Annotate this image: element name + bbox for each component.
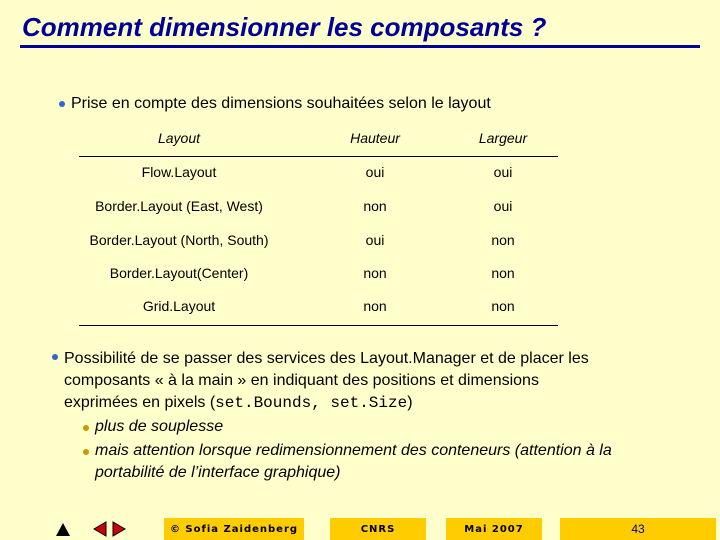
table-header-hauteur: Hauteur [350,130,400,146]
table-cell-layout: Grid.Layout [142,298,216,314]
table-cell-largeur: non [491,298,515,314]
sub-point-attention [95,440,695,484]
paragraph-line: Possibilité de se passer des services des Layout.Manager et de placer les [64,350,589,367]
footer-author: © Sofia Zaidenberg [164,518,304,540]
table-cell-layout: Border.Layout (North, South) [89,232,269,248]
table-cell-largeur: oui [493,164,513,180]
sub-point-souplesse: plus de souplesse [95,418,224,435]
sub-point-line: portabilité de l’interface graphique) [95,464,341,481]
code-separator: , [311,394,331,412]
table-cell-layout: Border.Layout (East, West) [95,198,263,214]
sub-point-line: mais attention lorsque redimensionnement des conteneurs (attention à la [95,442,612,459]
slide-title: Comment dimensionner les composants ? [22,12,547,42]
table-top-rule [79,156,558,157]
table-cell-largeur: non [491,265,515,281]
footer-date: Mai 2007 [446,518,542,540]
table-cell-hauteur: non [363,198,387,214]
paragraph-line [64,392,694,414]
footer-org: CNRS [330,518,426,540]
bullet-icon [52,354,58,360]
table-bottom-rule [79,325,558,326]
intro-text: Prise en compte des dimensions souhaitées selon le layout [71,95,491,112]
table-cell-hauteur: non [363,298,387,314]
table-header-largeur: Largeur [478,130,528,146]
table-cell-hauteur: non [363,265,387,281]
table-cell-hauteur: oui [365,232,385,248]
table-cell-layout: Border.Layout(Center) [109,265,249,281]
sub-bullet-icon [83,449,89,455]
paragraph-text: exprimées en pixels ( [64,394,216,411]
table-cell-hauteur: oui [365,164,385,180]
bullet-icon [59,101,65,107]
table-cell-layout: Flow.Layout [141,164,217,180]
sub-bullet-icon [83,425,89,431]
previous-arrow-icon[interactable] [92,521,108,537]
page-number: 43 [560,518,716,540]
slide-footer [0,518,720,540]
next-arrow-icon[interactable] [111,521,127,537]
code-setbounds: set.Bounds [215,394,312,412]
table-header-layout: Layout [157,130,201,146]
paragraph-text: ) [407,394,413,411]
table-cell-largeur: non [491,232,515,248]
title-underline [20,45,700,48]
manual-positioning-paragraph [64,348,694,414]
paragraph-line: composants « à la main » en indiquant des positions et dimensions [64,372,539,389]
table-cell-largeur: oui [493,198,513,214]
code-setsize: set.Size [330,394,408,412]
home-triangle-icon[interactable] [55,521,71,537]
